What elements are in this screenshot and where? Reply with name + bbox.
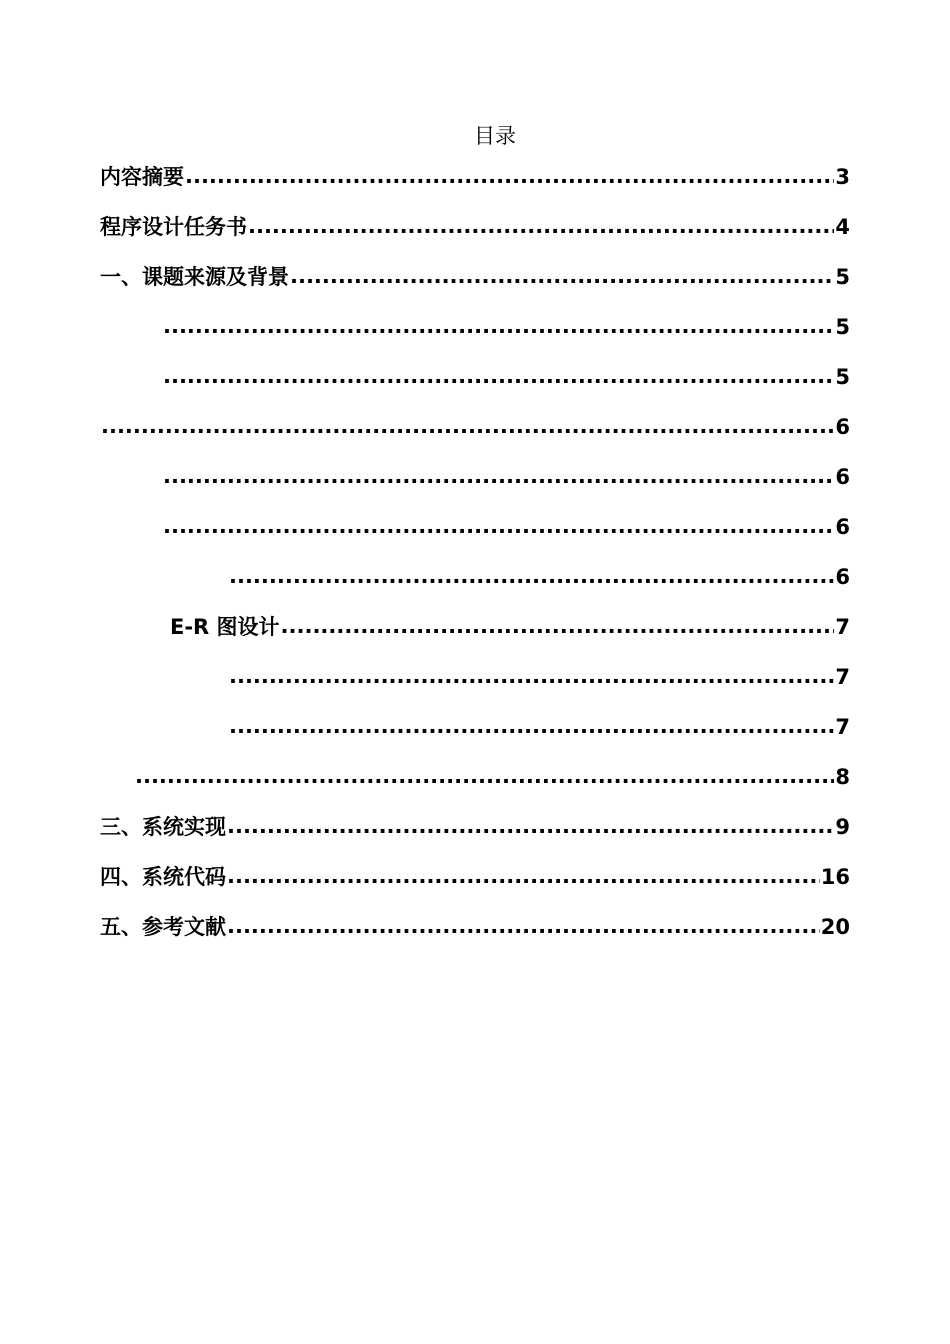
toc-entry[interactable] bbox=[228, 556, 850, 592]
toc-entry[interactable] bbox=[100, 406, 850, 442]
toc-entry-page: 16 bbox=[820, 865, 850, 889]
toc-entry[interactable] bbox=[228, 706, 850, 742]
toc-entry[interactable] bbox=[170, 606, 850, 642]
toc-dot-leader bbox=[163, 461, 834, 491]
toc-dot-leader bbox=[290, 261, 834, 291]
toc-dot-leader bbox=[281, 611, 835, 641]
toc-entry[interactable] bbox=[100, 806, 850, 842]
toc-dot-leader bbox=[227, 911, 820, 941]
toc-entry-page: 8 bbox=[835, 765, 850, 789]
toc-dot-leader bbox=[229, 661, 834, 691]
toc-dot-leader bbox=[163, 511, 834, 541]
toc-entry[interactable] bbox=[100, 906, 850, 942]
toc-entry-page: 20 bbox=[820, 915, 850, 939]
toc-entry[interactable] bbox=[162, 506, 850, 542]
toc-entry-label: 内容摘要 bbox=[100, 165, 184, 189]
toc-dot-leader bbox=[229, 711, 834, 741]
toc-entry[interactable] bbox=[134, 756, 850, 792]
toc-entry-page: 6 bbox=[835, 465, 850, 489]
toc-entry-label: 程序设计任务书 bbox=[100, 215, 247, 239]
toc-entry-page: 7 bbox=[835, 665, 850, 689]
toc-entry-page: 5 bbox=[835, 265, 850, 289]
toc-entry-label: 四、系统代码 bbox=[100, 865, 226, 889]
toc-entry-page: 6 bbox=[835, 565, 850, 589]
toc-entry-page: 7 bbox=[835, 615, 850, 639]
toc-dot-leader bbox=[101, 411, 834, 441]
toc-dot-leader bbox=[227, 861, 820, 891]
toc-dot-leader bbox=[163, 311, 834, 341]
toc-entry[interactable] bbox=[100, 256, 850, 292]
toc-entry-page: 3 bbox=[835, 165, 850, 189]
toc-title: 目录 bbox=[474, 124, 516, 148]
toc-entry-page: 9 bbox=[835, 815, 850, 839]
toc-entry-page: 6 bbox=[835, 415, 850, 439]
toc-entry[interactable] bbox=[228, 656, 850, 692]
toc-entry[interactable] bbox=[162, 356, 850, 392]
toc-entry[interactable] bbox=[162, 456, 850, 492]
toc-entry-label: 五、参考文献 bbox=[100, 915, 226, 939]
toc-entry-label: E-R 图设计 bbox=[170, 615, 280, 639]
toc-entry[interactable] bbox=[100, 206, 850, 242]
toc-entry-page: 5 bbox=[835, 365, 850, 389]
toc-entry-page: 6 bbox=[835, 515, 850, 539]
toc-dot-leader bbox=[163, 361, 834, 391]
toc-entry[interactable] bbox=[162, 306, 850, 342]
toc-entry-label: 一、课题来源及背景 bbox=[100, 265, 289, 289]
toc-entry-label: 三、系统实现 bbox=[100, 815, 226, 839]
toc-entry[interactable] bbox=[100, 156, 850, 192]
toc-dot-leader bbox=[227, 811, 834, 841]
toc-dot-leader bbox=[135, 761, 834, 791]
toc-dot-leader bbox=[185, 161, 834, 191]
toc-entry[interactable] bbox=[100, 856, 850, 892]
toc-entry-page: 5 bbox=[835, 315, 850, 339]
toc-entry-page: 4 bbox=[835, 215, 850, 239]
toc-dot-leader bbox=[229, 561, 834, 591]
toc-dot-leader bbox=[248, 211, 834, 241]
toc-entry-page: 7 bbox=[835, 715, 850, 739]
